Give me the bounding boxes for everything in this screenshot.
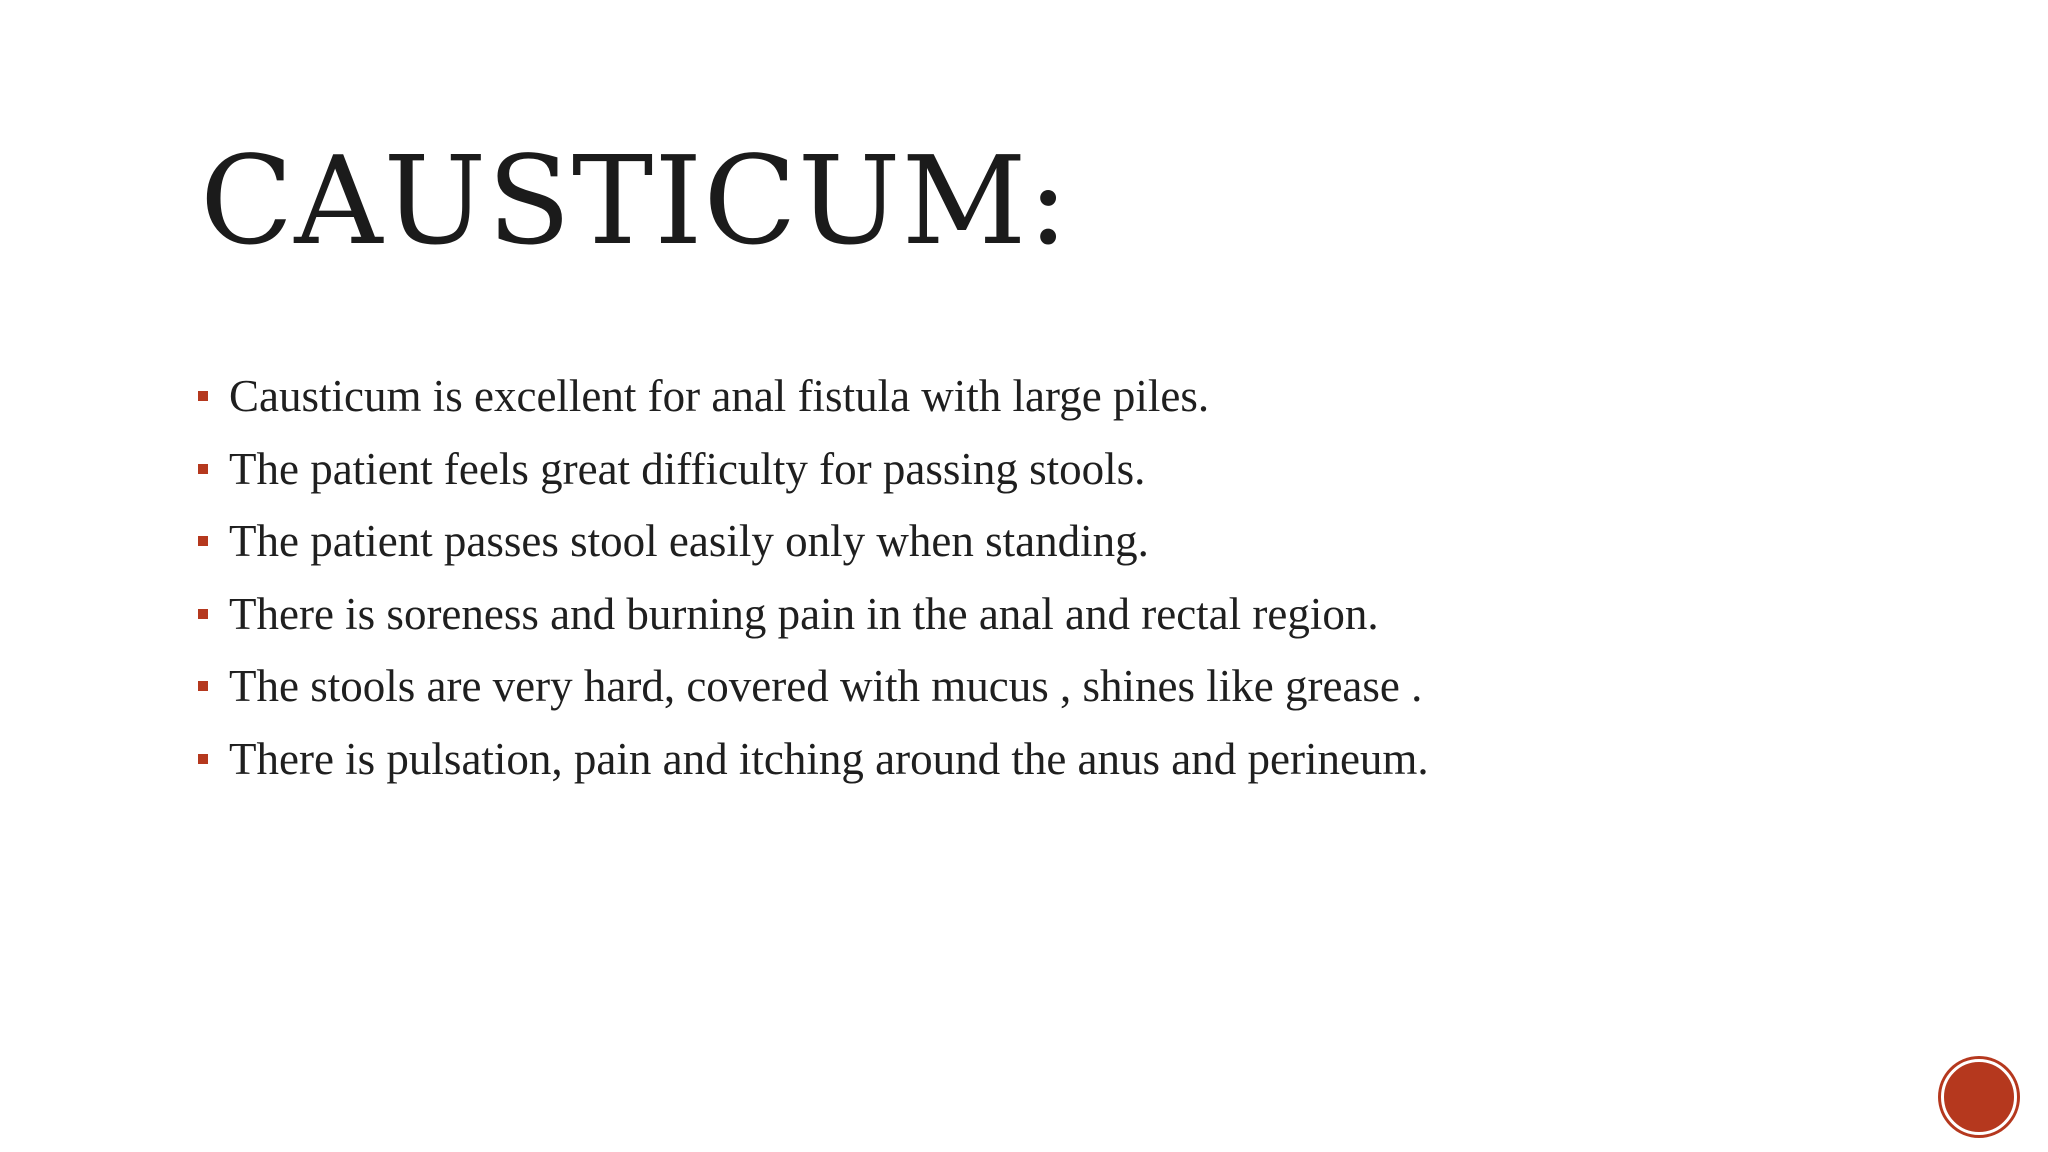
bullet-item [198,723,1429,796]
bullet-text: The patient passes stool easily only when standing. [229,516,1149,567]
bullet-item [198,360,1429,433]
slide-nav-button[interactable] [1941,1059,2017,1135]
square-bullet-icon [198,681,208,691]
bullet-text: There is pulsation, pain and itching around the anus and perineum. [229,733,1429,784]
bullet-list [198,360,1429,795]
square-bullet-icon [198,609,208,619]
slide-title: CAUSTICUM: [200,130,1070,272]
square-bullet-icon [198,391,208,401]
square-bullet-icon [198,536,208,546]
bullet-item [198,505,1429,578]
bullet-item [198,433,1429,506]
square-bullet-icon [198,754,208,764]
square-bullet-icon [198,464,208,474]
bullet-text: There is soreness and burning pain in the anal and rectal region. [229,588,1379,639]
bullet-item [198,650,1429,723]
bullet-text: Causticum is excellent for anal fistula with large piles. [229,371,1210,422]
bullet-text: The stools are very hard, covered with mucus , shines like grease . [229,661,1423,712]
bullet-item [198,578,1429,651]
bullet-text: The patient feels great difficulty for passing stools. [229,443,1146,494]
